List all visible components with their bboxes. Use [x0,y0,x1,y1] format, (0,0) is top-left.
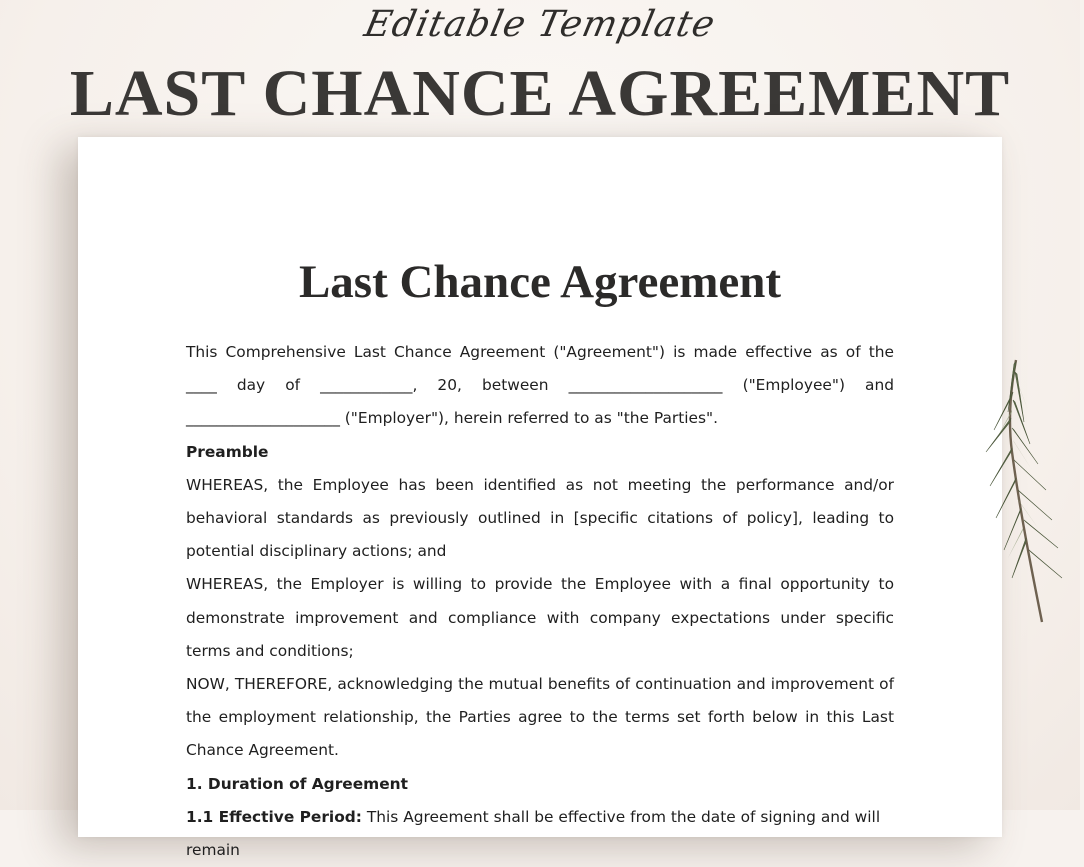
preamble-whereas-1: WHEREAS, the Employee has been identified as not meeting the performance and/or behavioral standards as previously outlined in [specific citations of policy], leading to potential disciplinary actions; and [186,475,894,561]
document-body [186,336,894,867]
section-1-1-label: 1.1 Effective Period: [186,807,362,826]
intro-paragraph: This Comprehensive Last Chance Agreement ("Agreement") is made effective as of the ____ day of ____________, 20, between ____________________ ("Employee") and ____________________ ("Employer"), herein referred to as "the Parties". [186,343,894,428]
document-page [78,137,1002,860]
preamble-heading: Preamble [186,442,269,461]
preamble-therefore: NOW, THEREFORE, acknowledging the mutual benefits of continuation and improvement of the employment relationship, the Parties agree to the terms set forth below in this Last Chance Agreement. [186,675,894,760]
section-1-heading: 1. Duration of Agreement [186,774,408,793]
rosemary-sprig-decoration [968,352,1080,632]
hero-title: LAST CHANCE AGREEMENT [69,57,1011,130]
preamble-whereas-2: WHEREAS, the Employer is willing to provide the Employee with a final opportunity to demonstrate improvement and compliance with company expectations under specific terms and conditions; [186,575,894,660]
section-1-1-body: This Agreement shall be effective from the date of signing and will remain [186,807,881,860]
section-1-1-text [186,801,894,867]
template-kicker: Editable Template [360,4,720,45]
document-title: Last Chance Agreement [298,256,782,308]
